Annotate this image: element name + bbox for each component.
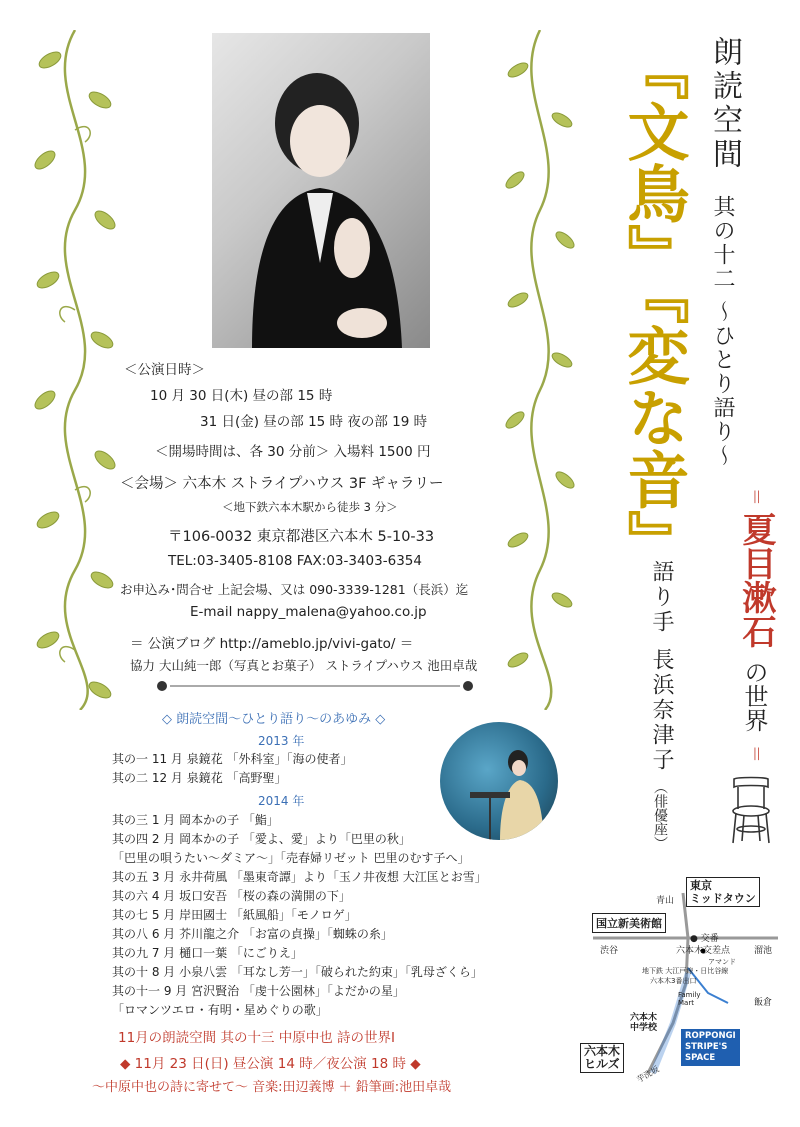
- schedule-day1: 10 月 30 日(木) 昼の部 15 時: [150, 388, 333, 404]
- map-museum: 国立新美術館: [592, 913, 666, 933]
- blog-link[interactable]: ＝ 公演ブログ http://ameblo.jp/vivi-gato/ ＝: [130, 636, 414, 652]
- map-exit-note-2: 六本木3番出口: [650, 977, 697, 985]
- work-title-bunchou: 『文鳥』: [617, 38, 690, 286]
- year-2013: 2013 年: [258, 734, 305, 748]
- narrator-affiliation: （俳優座）: [652, 780, 668, 850]
- year-2014: 2014 年: [258, 794, 305, 808]
- map-aoyama: 青山: [656, 896, 675, 906]
- history-row: 其の一 11 月 泉鏡花 「外科室」「海の使者」: [112, 752, 353, 766]
- history-row: 其の九 7 月 樋口一葉 「にごりえ」: [112, 946, 303, 960]
- map-koban: ● 交番: [690, 934, 719, 944]
- contact: お申込み･問合せ 上記会場、又は 090-3339-1281（長浜）迄: [120, 582, 469, 597]
- map-roppongi-crossing: 六本木交差点: [676, 946, 731, 956]
- series-subtitle: ～ひとり語り～: [710, 300, 735, 468]
- series-title: 朗読空間: [707, 36, 742, 172]
- map-school: [630, 1013, 657, 1033]
- access-map: [578, 873, 783, 1113]
- map-amand: アマンド: [708, 958, 736, 966]
- map-family-mart: Family Mart: [678, 991, 701, 1007]
- next-note: ～中原中也の詩に寄せて～ 音楽:田辺義博 ＋ 鉛筆画:池田卓哉: [92, 1080, 452, 1095]
- ornament-divider: [150, 678, 480, 694]
- map-street: 芋洗坂: [635, 1064, 661, 1085]
- history-row: 「ロマンツエロ・有明・星めぐりの歌」: [112, 1003, 328, 1017]
- map-roppongi-hills: [580, 1043, 624, 1073]
- cooperation: 協力 大山純一郎（写真とお菓子） ストライプハウス 池田卓哉: [130, 658, 478, 673]
- performer-silhouette: [212, 33, 430, 348]
- map-tameike: 溜池: [754, 946, 773, 956]
- map-stripe-line3: SPACE: [685, 1053, 716, 1063]
- history-row: 其の五 3 月 永井荷風 「墨東奇譚」より「玉ノ井夜想 大江匡とお雪」: [112, 870, 487, 884]
- performer-at-stand-icon: [440, 722, 558, 840]
- author-suffix: の世界: [740, 660, 768, 732]
- series-number: 其の十二: [710, 195, 735, 291]
- map-stripe-line1: ROPPONGI: [685, 1031, 736, 1041]
- history-row: 其の六 4 月 坂口安吾 「桜の森の満開の下」: [112, 889, 351, 903]
- map-stripe-line2: STRIPE'S: [685, 1042, 728, 1052]
- schedule-heading: ＜公演日時＞: [124, 362, 205, 378]
- work-title-hennaoto: 『変な音』: [617, 262, 690, 572]
- map-exit-note-1: 地下鉄 大江戸線・日比谷線: [642, 967, 729, 975]
- history-row: 其の三 1 月 岡本かの子 「鮨」: [112, 813, 279, 827]
- right-vine-decoration: [500, 30, 580, 710]
- map-midtown: [686, 877, 760, 907]
- map-iikura: 飯倉: [754, 998, 773, 1008]
- narrator-name: 長浜奈津子: [649, 648, 674, 773]
- chair-icon: [728, 775, 774, 845]
- history-row: 其の八 6 月 芥川龍之介 「お富の貞操」「蜘蛛の糸」: [112, 927, 393, 941]
- schedule-day2: 31 日(金) 昼の部 15 時 夜の部 19 時: [200, 414, 428, 430]
- history-row: 「巴里の唄うたい～ダミア～」「売春婦リゼット 巴里のむす子へ」: [112, 851, 470, 865]
- access-note: ＜地下鉄六本木駅から徒歩 3 分＞: [222, 500, 398, 514]
- map-hills-line1: 六本木: [584, 1044, 621, 1058]
- map-stripe-space: [681, 1029, 740, 1066]
- map-midtown-line2: ミッドタウン: [690, 892, 756, 905]
- history-row: 其の十一 9 月 宮沢賢治 「虔十公園林」「よだかの星」: [112, 984, 405, 998]
- map-school-line1: 六本木: [630, 1013, 658, 1023]
- left-vine-decoration: [20, 30, 130, 710]
- author-name: 夏目漱石: [736, 512, 776, 648]
- history-row: 其の十 8 月 小泉八雲 「耳なし芳一」「破られた約束」「乳母ざくら」: [112, 965, 483, 979]
- history-row: 其の四 2 月 岡本かの子 「愛よ、愛」より「巴里の秋」: [112, 832, 411, 846]
- map-shibuya: 渋谷: [600, 946, 619, 956]
- performance-photo: [440, 722, 558, 840]
- author-pre-mark: ＝: [745, 488, 766, 506]
- address: 〒106-0032 東京都港区六本木 5-10-33: [168, 529, 435, 545]
- map-hills-line2: ヒルズ: [584, 1057, 620, 1071]
- open-time: ＜開場時間は、各 30 分前＞ 入場料 1500 円: [155, 444, 431, 460]
- venue: ＜会場＞ 六本木 ストライプハウス 3F ギャラリー: [120, 476, 444, 492]
- history-heading: ◇ 朗読空間～ひとり語り～のあゆみ ◇: [162, 712, 386, 727]
- map-school-line2: 中学校: [630, 1023, 658, 1033]
- map-midtown-line1: 東京: [690, 879, 712, 892]
- narrator-label: 語り手: [649, 560, 674, 635]
- next-date: ◆ 11月 23 日(日) 昼公演 14 時／夜公演 18 時 ◆: [120, 1056, 421, 1072]
- author-post-mark: ＝: [745, 745, 766, 763]
- history-row: 其の二 12 月 泉鏡花 「高野聖」: [112, 771, 287, 785]
- performer-photo: [212, 33, 430, 348]
- tel-fax: TEL:03-3405-8108 FAX:03-3403-6354: [168, 553, 422, 569]
- history-row: 其の七 5 月 岸田國士 「紙風船」「モノロゲ」: [112, 908, 357, 922]
- next-title: 11月の朗読空間 其の十三 中原中也 詩の世界Ⅰ: [118, 1030, 396, 1046]
- email[interactable]: E-mail nappy_malena@yahoo.co.jp: [190, 604, 427, 620]
